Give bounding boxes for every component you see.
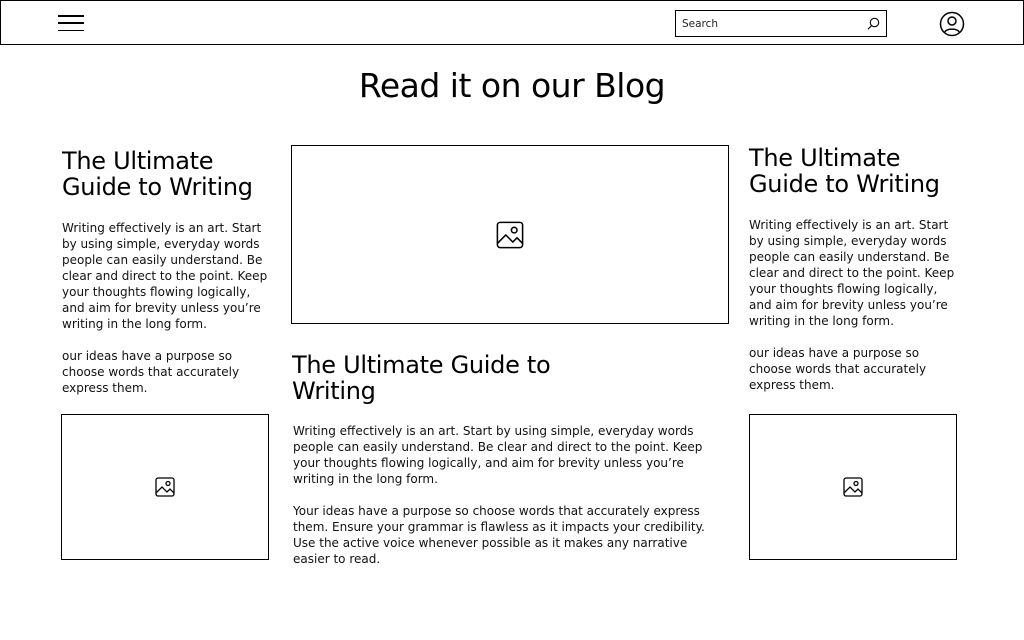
left-image-placeholder[interactable] xyxy=(61,414,269,560)
left-article-heading[interactable]: The Ultimate Guide to Writing xyxy=(62,147,253,201)
user-account-icon[interactable] xyxy=(939,11,965,37)
right-article-body xyxy=(749,217,961,393)
left-article-paragraph: Writing effectively is an art. Start by using simple, everyday words people can easily understand. Be clear and direct to the point. Keep your thoughts flowing logically, and aim for brevity unless you’re writing in the long form. xyxy=(62,221,268,331)
right-image-placeholder[interactable] xyxy=(749,414,957,560)
center-article-paragraph: Your ideas have a purpose so choose words that accurately express them. Ensure your grammar is flawless as it impacts your credibility. Use the active voice whenever possible as it makes any narrative easier to read. xyxy=(293,504,705,566)
center-article-heading[interactable]: The Ultimate Guide to Writing xyxy=(292,351,551,405)
right-article-paragraph: our ideas have a purpose so choose words that accurately express them. xyxy=(749,346,927,392)
image-placeholder-icon xyxy=(155,477,175,497)
center-article-body xyxy=(293,423,723,567)
page-title: Read it on our Blog xyxy=(358,66,666,105)
top-navbar xyxy=(0,0,1024,45)
search-input[interactable] xyxy=(682,18,866,30)
image-placeholder-icon xyxy=(496,221,524,249)
hamburger-menu-icon[interactable] xyxy=(58,12,84,34)
center-image-placeholder[interactable] xyxy=(291,145,729,324)
search-bar[interactable] xyxy=(675,10,887,37)
left-article-body xyxy=(62,220,274,396)
search-icon[interactable] xyxy=(866,17,880,31)
right-article-paragraph: Writing effectively is an art. Start by using simple, everyday words people can easily understand. Be clear and direct to the point. Keep your thoughts flowing logically, and aim for brevity unless you’re writing in the long form. xyxy=(749,218,955,328)
left-article-paragraph: our ideas have a purpose so choose words that accurately express them. xyxy=(62,349,240,395)
image-placeholder-icon xyxy=(843,477,863,497)
center-article-paragraph: Writing effectively is an art. Start by using simple, everyday words people can easily understand. Be clear and direct to the point. Keep your thoughts flowing logically, and aim for brevity unless you’re writing in the long form. xyxy=(293,424,703,486)
right-article-heading[interactable]: The Ultimate Guide to Writing xyxy=(749,144,940,198)
